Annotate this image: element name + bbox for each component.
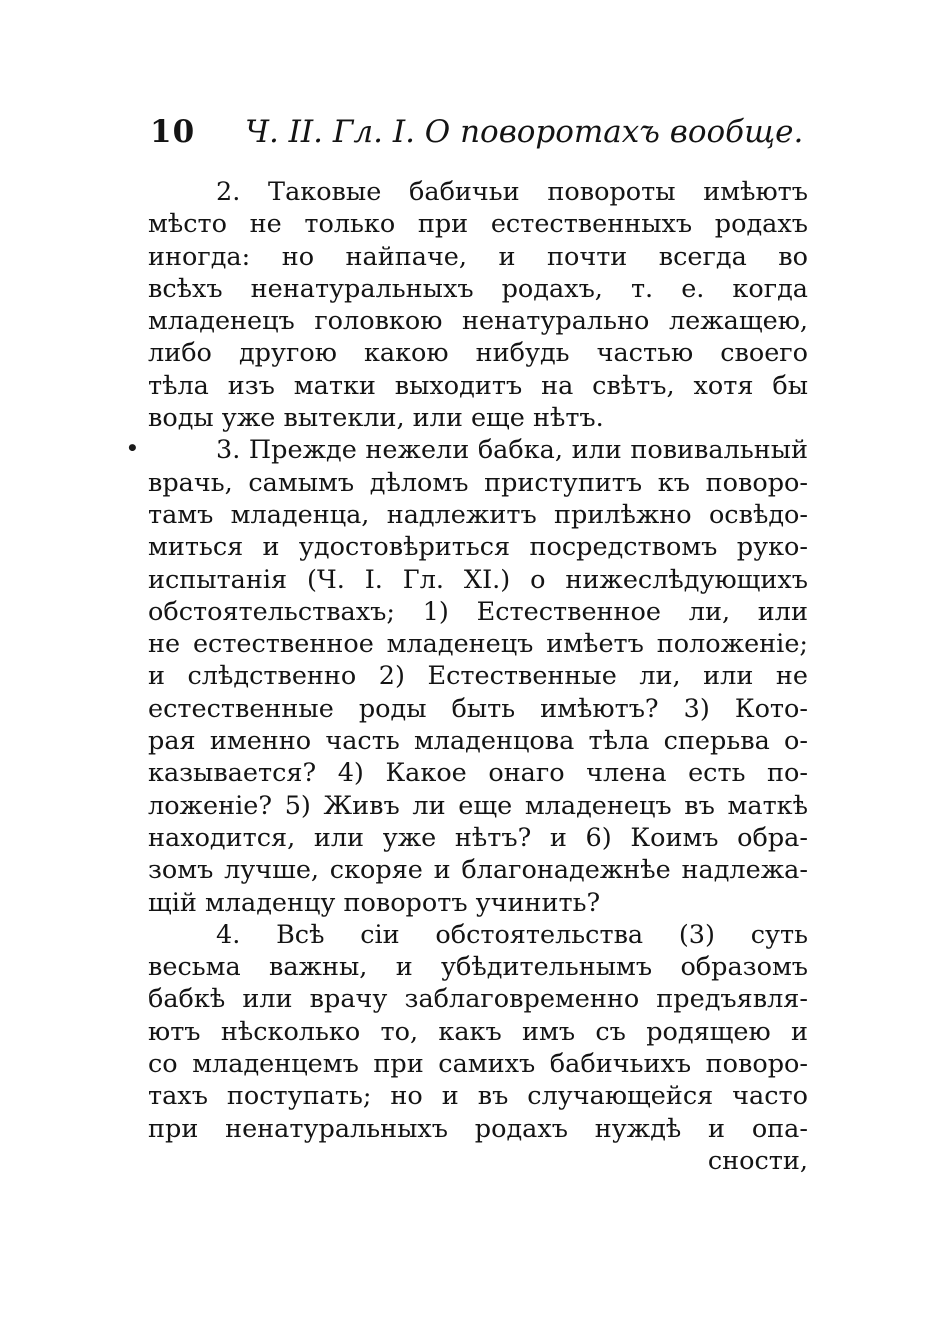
text-line: младенецъ головкою ненатурально лежащею,	[148, 306, 808, 337]
catchword: сности,	[707, 1145, 808, 1176]
running-head: Ч. II. Гл. I. О поворотахъ вообще.	[245, 114, 804, 150]
text-line: тамъ младенца, надлежитъ прилѣжно освѣдо-	[148, 499, 808, 530]
text-line: бабкѣ или врачу заблаговременно предъявля-	[148, 984, 808, 1015]
text-line: со младенцемъ при самихъ бабичьихъ поворо-	[148, 1049, 808, 1080]
text-line: зомъ лучше, скоряе и благонадежнѣе надлежа-	[148, 855, 808, 886]
text-line: казывается? 4) Какое онаго члена есть по-	[148, 758, 808, 789]
text-line: всѣхъ ненатуральныхъ родахъ, т. е. когда	[148, 273, 808, 304]
text-line: воды уже вытекли, или еще нѣтъ.	[148, 403, 604, 434]
text-line: тахъ поступать; но и въ случающейся часто	[148, 1081, 808, 1112]
text-line: щій младенцу поворотъ учинить?	[148, 887, 601, 918]
text-line: ютъ нѣсколько то, какъ имъ съ родящею и	[148, 1016, 808, 1047]
text-line: либо другою какою нибудь частью своего	[148, 338, 808, 369]
text-line: обстоятельствахъ; 1) Естественное ли, или	[148, 596, 808, 627]
text-line: испытанія (Ч. I. Гл. XI.) о нижеслѣдующихъ	[148, 564, 808, 595]
text-line: рая именно часть младенцова тѣла сперьва о-	[148, 726, 808, 757]
page-number: 10	[150, 114, 196, 150]
text-line: 4. Всѣ сіи обстоятельства (3) суть	[216, 919, 808, 950]
page-header	[150, 112, 810, 152]
text-line: естественные роды быть имѣютъ? 3) Кото-	[148, 693, 808, 724]
text-line: и слѣдственно 2) Естественные ли, или не	[148, 661, 808, 692]
text-line: иногда: но найпаче, и почти всегда во	[148, 241, 808, 272]
margin-mark: •	[126, 436, 139, 460]
text-line: мѣсто не только при естественныхъ родахъ	[148, 209, 808, 240]
text-line: при ненатуральныхъ родахъ нуждѣ и опа-	[148, 1113, 808, 1144]
text-line: находится, или уже нѣтъ? и 6) Коимъ обра-	[148, 822, 808, 853]
text-line: 3. Прежде нежели бабка, или повивальный	[216, 435, 808, 466]
body-text	[148, 176, 808, 1177]
text-line: 2. Таковые бабичьи повороты имѣютъ	[216, 177, 808, 207]
text-line: ложеніе? 5) Живъ ли еще младенецъ въ маткѣ	[148, 790, 808, 821]
text-line: миться и удостовѣриться посредствомъ руко-	[148, 532, 808, 563]
text-line: тѣла изъ матки выходитъ на свѣтъ, хотя бы	[148, 370, 808, 401]
text-line: весьма важны, и убѣдительнымъ образомъ	[148, 952, 808, 983]
text-line: не естественное младенецъ имѣетъ положеніе;	[148, 629, 808, 660]
text-line: врачь, самымъ дѣломъ приступитъ къ поворо-	[148, 467, 808, 498]
